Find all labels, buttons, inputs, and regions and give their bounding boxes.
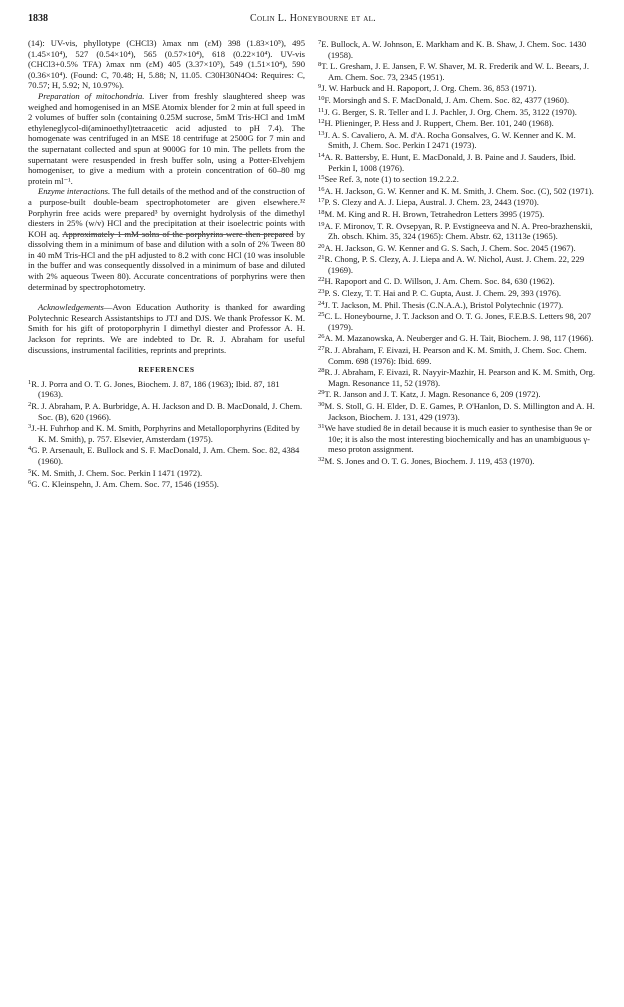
enzyme-text: The full details of the method and of the construction of a purpose-built double-beam spectrophotometer are given elsewhere.³² Porphyrin free acids were prepared³ by overnight hydrolysis of the dimethyl diesters in 25% (w/v) HCl and the precipitation at their isoelectric points with KOH aq. (28, 186, 305, 239)
reference-text: M. S. Jones and O. T. G. Jones, Biochem. J. 119, 453 (1970). (324, 455, 535, 466)
reference-text: H. Plieninger, P. Hess and J. Ruppert, Chem. Ber. 101, 240 (1968). (324, 118, 554, 129)
reference-item (28, 378, 305, 400)
reference-number: 5 (28, 467, 32, 475)
reference-text: C. L. Honeybourne, J. T. Jackson and O. T. G. Jones, F.E.B.S. Letters 98, 207 (1979). (324, 311, 591, 332)
acknowledgements-heading: Acknowledgements (38, 302, 104, 313)
mitochondria-paragraph (28, 91, 305, 186)
reference-number: 1 (28, 378, 32, 386)
reference-text: R. J. Abraham, P. A. Burbridge, A. H. Jackson and D. B. MacDonald, J. Chem. Soc. (B), 620 (1966). (31, 401, 303, 422)
reference-text: T. L. Gresham, J. E. Jansen, F. W. Shaver, M. R. Frederik and W. L. Beears, J. Am. Chem. Soc. 73, 2345 (1951). (321, 61, 590, 82)
left-column (28, 38, 305, 490)
reference-number: 6 (28, 479, 32, 487)
reference-item (318, 106, 598, 118)
reference-item (318, 287, 598, 299)
reference-item (318, 220, 598, 242)
reference-text: T. R. Janson and J. T. Katz, J. Magn. Resonance 6, 209 (1972). (324, 389, 541, 400)
references-list-right (318, 38, 598, 467)
reference-item (318, 400, 598, 422)
references-list-left (28, 378, 305, 490)
reference-item (318, 332, 598, 344)
reference-text: E. Bullock, A. W. Johnson, E. Markham and K. B. Shaw, J. Chem. Soc. 1430 (1958). (321, 39, 587, 60)
reference-number: 14 (318, 151, 325, 159)
reference-number: 4 (28, 445, 32, 453)
reference-text: A. M. Mazanowska, A. Neuberger and G. H. Tait, Biochem. J. 98, 117 (1966). (324, 333, 594, 344)
reference-text: We have studied 8e in detail because it is much easier to synthesise than 9e or 10e; it is also the most interesting biochemically and has an unambiguous γ-meso proton assignment. (324, 423, 592, 455)
reference-item (318, 310, 598, 332)
reference-number: 16 (318, 185, 325, 193)
reference-item (318, 455, 598, 467)
enzyme-paragraph (28, 186, 305, 292)
compound-14-data: (14): UV-vis, phyllotype (CHCl3) λmax nm (εM) 398 (1.83×10⁵), 495 (1.45×10⁴), 527 (0.54×10⁴), 565 (0.57×10⁴), 618 (0.22×10⁴). UV-vis (CHCl3+0.5% TFA) λmax nm (εM) 405 (3.37×10⁵), 549 (1.51×10⁴), 590 (0.36×10⁴). (Found: C, 70.48; H, 5.88; N, 11.05. C30H30N4O4: Requires: C, 70.57; H, 5.92; N, 10.97%). (28, 38, 305, 91)
reference-number: 20 (318, 242, 325, 250)
reference-item (318, 60, 598, 82)
reference-number: 23 (318, 288, 325, 296)
reference-text: H. Rapoport and C. D. Willson, J. Am. Chem. Soc. 84, 630 (1962). (324, 276, 555, 287)
reference-item (28, 478, 305, 490)
mitochondria-heading: Preparation of mitochondria. (38, 90, 145, 101)
reference-item (318, 173, 598, 185)
reference-item (318, 208, 598, 220)
acknowledgements-text: —Avon Education Authority is thanked for awarding Polytechnic Research Assistantships to JTJ and DJS. We thank Professor K. M. Smith for his gift of protoporphyrin I dimethyl diester and Professor A. H. Jackson for reprints. We are indebted to Dr. R. J. Abraham for useful discussions, instrumental facilities, reprints and preprints. (28, 302, 305, 355)
reference-text: R. J. Porra and O. T. G. Jones, Biochem. J. 87, 186 (1963); Ibid. 87, 181 (1963). (31, 378, 280, 400)
reference-number: 17 (318, 197, 325, 205)
reference-number: 29 (318, 389, 325, 397)
reference-text: A. F. Mironov, T. R. Ovsepyan, R. P. Evstigneeva and N. A. Preo-brazhenskii, Zh. obsch. Khim. 35, 324 (1965): Chem. Abstr. 62, 13113e (1965). (324, 220, 593, 242)
reference-item (318, 129, 598, 151)
reference-text: A. R. Battersby, E. Hunt, E. MacDonald, J. B. Paine and J. Sauders, Ibid. Perkin I, 1008 (1976). (324, 151, 576, 173)
reference-number: 3 (28, 423, 32, 431)
reference-number: 32 (318, 455, 325, 463)
reference-item (318, 242, 598, 254)
reference-item (318, 366, 598, 388)
reference-text: F. Morsingh and S. F. MacDonald, J. Am. Chem. Soc. 82, 4377 (1960). (324, 94, 569, 105)
reference-text: A. H. Jackson, G. W. Kenner and K. M. Smith, J. Chem. Soc. (C), 502 (1971). (324, 185, 594, 196)
reference-number: 22 (318, 276, 325, 284)
reference-text: P. S. Clezy, T. T. Hai and P. C. Gupta, Aust. J. Chem. 29, 393 (1976). (324, 288, 562, 299)
reference-number: 10 (318, 94, 325, 102)
reference-item (318, 299, 598, 311)
reference-item (318, 422, 598, 455)
reference-item (28, 467, 305, 479)
reference-number: 26 (318, 333, 325, 341)
reference-number: 19 (318, 220, 325, 228)
reference-number: 7 (318, 39, 322, 46)
reference-item (318, 185, 598, 197)
reference-number: 15 (318, 174, 325, 182)
reference-number: 31 (318, 423, 325, 431)
references-title: REFERENCES (138, 365, 195, 375)
reference-number: 13 (318, 129, 325, 137)
reference-text: G. C. Kleinspehn, J. Am. Chem. Soc. 77, 1546 (1955). (31, 479, 219, 490)
reference-number: 2 (28, 401, 32, 408)
enzyme-text-cont: by dissolving them in a minimum of base and dilution with a soln of 2% Tween 80 in 40 mM Tris-HCl and the pH adjusted to 8.2 with conc HCl (10 was insoluble in the buffer and was consequently dissolved in a minimum of base and diluted with 2% aqueous Tween 80). Accurate concentrations of porphyrins were then determinad by spectrophotometry. (28, 228, 305, 292)
acknowledgements (28, 302, 305, 355)
reference-item (318, 275, 598, 287)
reference-item (318, 344, 598, 366)
reference-number: 24 (318, 299, 325, 307)
reference-item (28, 444, 305, 466)
reference-text: See Ref. 3, note (1) to section 19.2.2.2. (324, 174, 459, 185)
reference-number: 12 (318, 118, 325, 126)
reference-item (318, 38, 598, 60)
reference-item (28, 422, 305, 444)
reference-item (318, 151, 598, 173)
reference-item (318, 253, 598, 275)
reference-text: J. A. S. Cavaliero, A. M. d'A. Rocha Gonsalves, G. W. Kenner and K. M. Smith, J. Chem. Soc. Perkin I 2471 (1973). (324, 129, 576, 151)
page-number: 1838 (28, 13, 48, 24)
reference-number: 30 (318, 401, 325, 408)
reference-number: 27 (318, 345, 325, 353)
reference-text: R. J. Abraham, F. Eivazi, H. Pearson and K. M. Smith, J. Chem. Soc. Chem. Comm. 698 (1976): Ibid. 699. (324, 345, 587, 366)
reference-text: J. G. Berger, S. R. Teller and I. J. Pachler, J. Org. Chem. 35, 3122 (1970). (324, 106, 577, 117)
reference-text: M. M. King and R. H. Brown, Tetrahedron Letters 3995 (1975). (324, 208, 545, 219)
reference-text: P. S. Clezy and A. J. Liepa, Austral. J. Chem. 23, 2443 (1970). (324, 197, 539, 208)
reference-text: J.-H. Fuhrhop and K. M. Smith, Porphyrins and Metalloporphyrins (Edited by K. M. Smith), p. 757. Elsevier, Amsterdam (1975). (31, 423, 300, 444)
reference-text: J. W. Harbuck and H. Rapoport, J. Org. Chem. 36, 853 (1971). (321, 83, 537, 94)
struck-line: Approximately 1 mM solns of the porphyrins were then prepared (62, 228, 294, 239)
reference-text: K. M. Smith, J. Chem. Soc. Perkin I 1471 (1972). (31, 467, 203, 478)
reference-number: 21 (318, 254, 325, 262)
reference-item (318, 196, 598, 208)
reference-number: 18 (318, 208, 325, 216)
reference-text: M. S. Stoll, G. H. Elder, D. E. Games, P. O'Hanlon, D. S. Millington and A. H. Jackson, Biochem. J. 131, 429 (1973). (324, 401, 595, 422)
reference-item (318, 82, 598, 94)
reference-text: R. Chong, P. S. Clezy, A. J. Liepa and A. W. Nichol, Aust. J. Chem. 22, 229 (1969). (324, 254, 585, 275)
mitochondria-text: Liver from freshly slaughtered sheep was weighed and homogenised in an MSE Atomix blender for 2 min at full speed in 2 volumes of buffer soln (containing 0.25M sucrose, 5mM Tris-HCl and 1mM ethyleneglycol-di(aminoethyl)tetraacetic acid adjusted to pH 7.4). The homogenate was centrifuged in an MSE 18 centrifuge at 2500G for 7 min and the supernatant collected and spun at 9000G for 10 min. The pellets from the supernatant were resuspended in fresh buffer soln, using a Potter-Elvehjem homogeniser, to give a medium with a protein concentration of 60–80 mg protein ml⁻¹. (28, 90, 305, 186)
reference-number: 11 (318, 106, 325, 114)
reference-number: 8 (318, 61, 322, 69)
reference-item (318, 117, 598, 129)
reference-number: 28 (318, 367, 325, 375)
right-column (318, 38, 598, 467)
page-header (28, 12, 598, 28)
enzyme-heading: Enzyme interactions. (38, 186, 111, 197)
reference-text: A. H. Jackson, G. W. Kenner and G. S. Sach, J. Chem. Soc. 2045 (1967). (324, 242, 576, 253)
reference-number: 9 (318, 83, 322, 91)
reference-item (28, 400, 305, 422)
reference-text: G. P. Arsenault, E. Bullock and S. F. MacDonald, J. Am. Chem. Soc. 82, 4384 (1960). (31, 445, 300, 466)
reference-text: J. T. Jackson, M. Phil. Thesis (C.N.A.A.), Bristol Polytechnic (1977). (324, 299, 564, 310)
reference-item (318, 94, 598, 106)
running-head: Colin L. Honeybourne et al. (250, 13, 376, 24)
reference-text: R. J. Abraham, F. Eivazi, R. Nayyir-Mazhir, H. Pearson and K. M. Smith, Org. Magn. Resonance 11, 52 (1978). (324, 367, 596, 388)
reference-item (318, 388, 598, 400)
reference-number: 25 (318, 311, 325, 319)
